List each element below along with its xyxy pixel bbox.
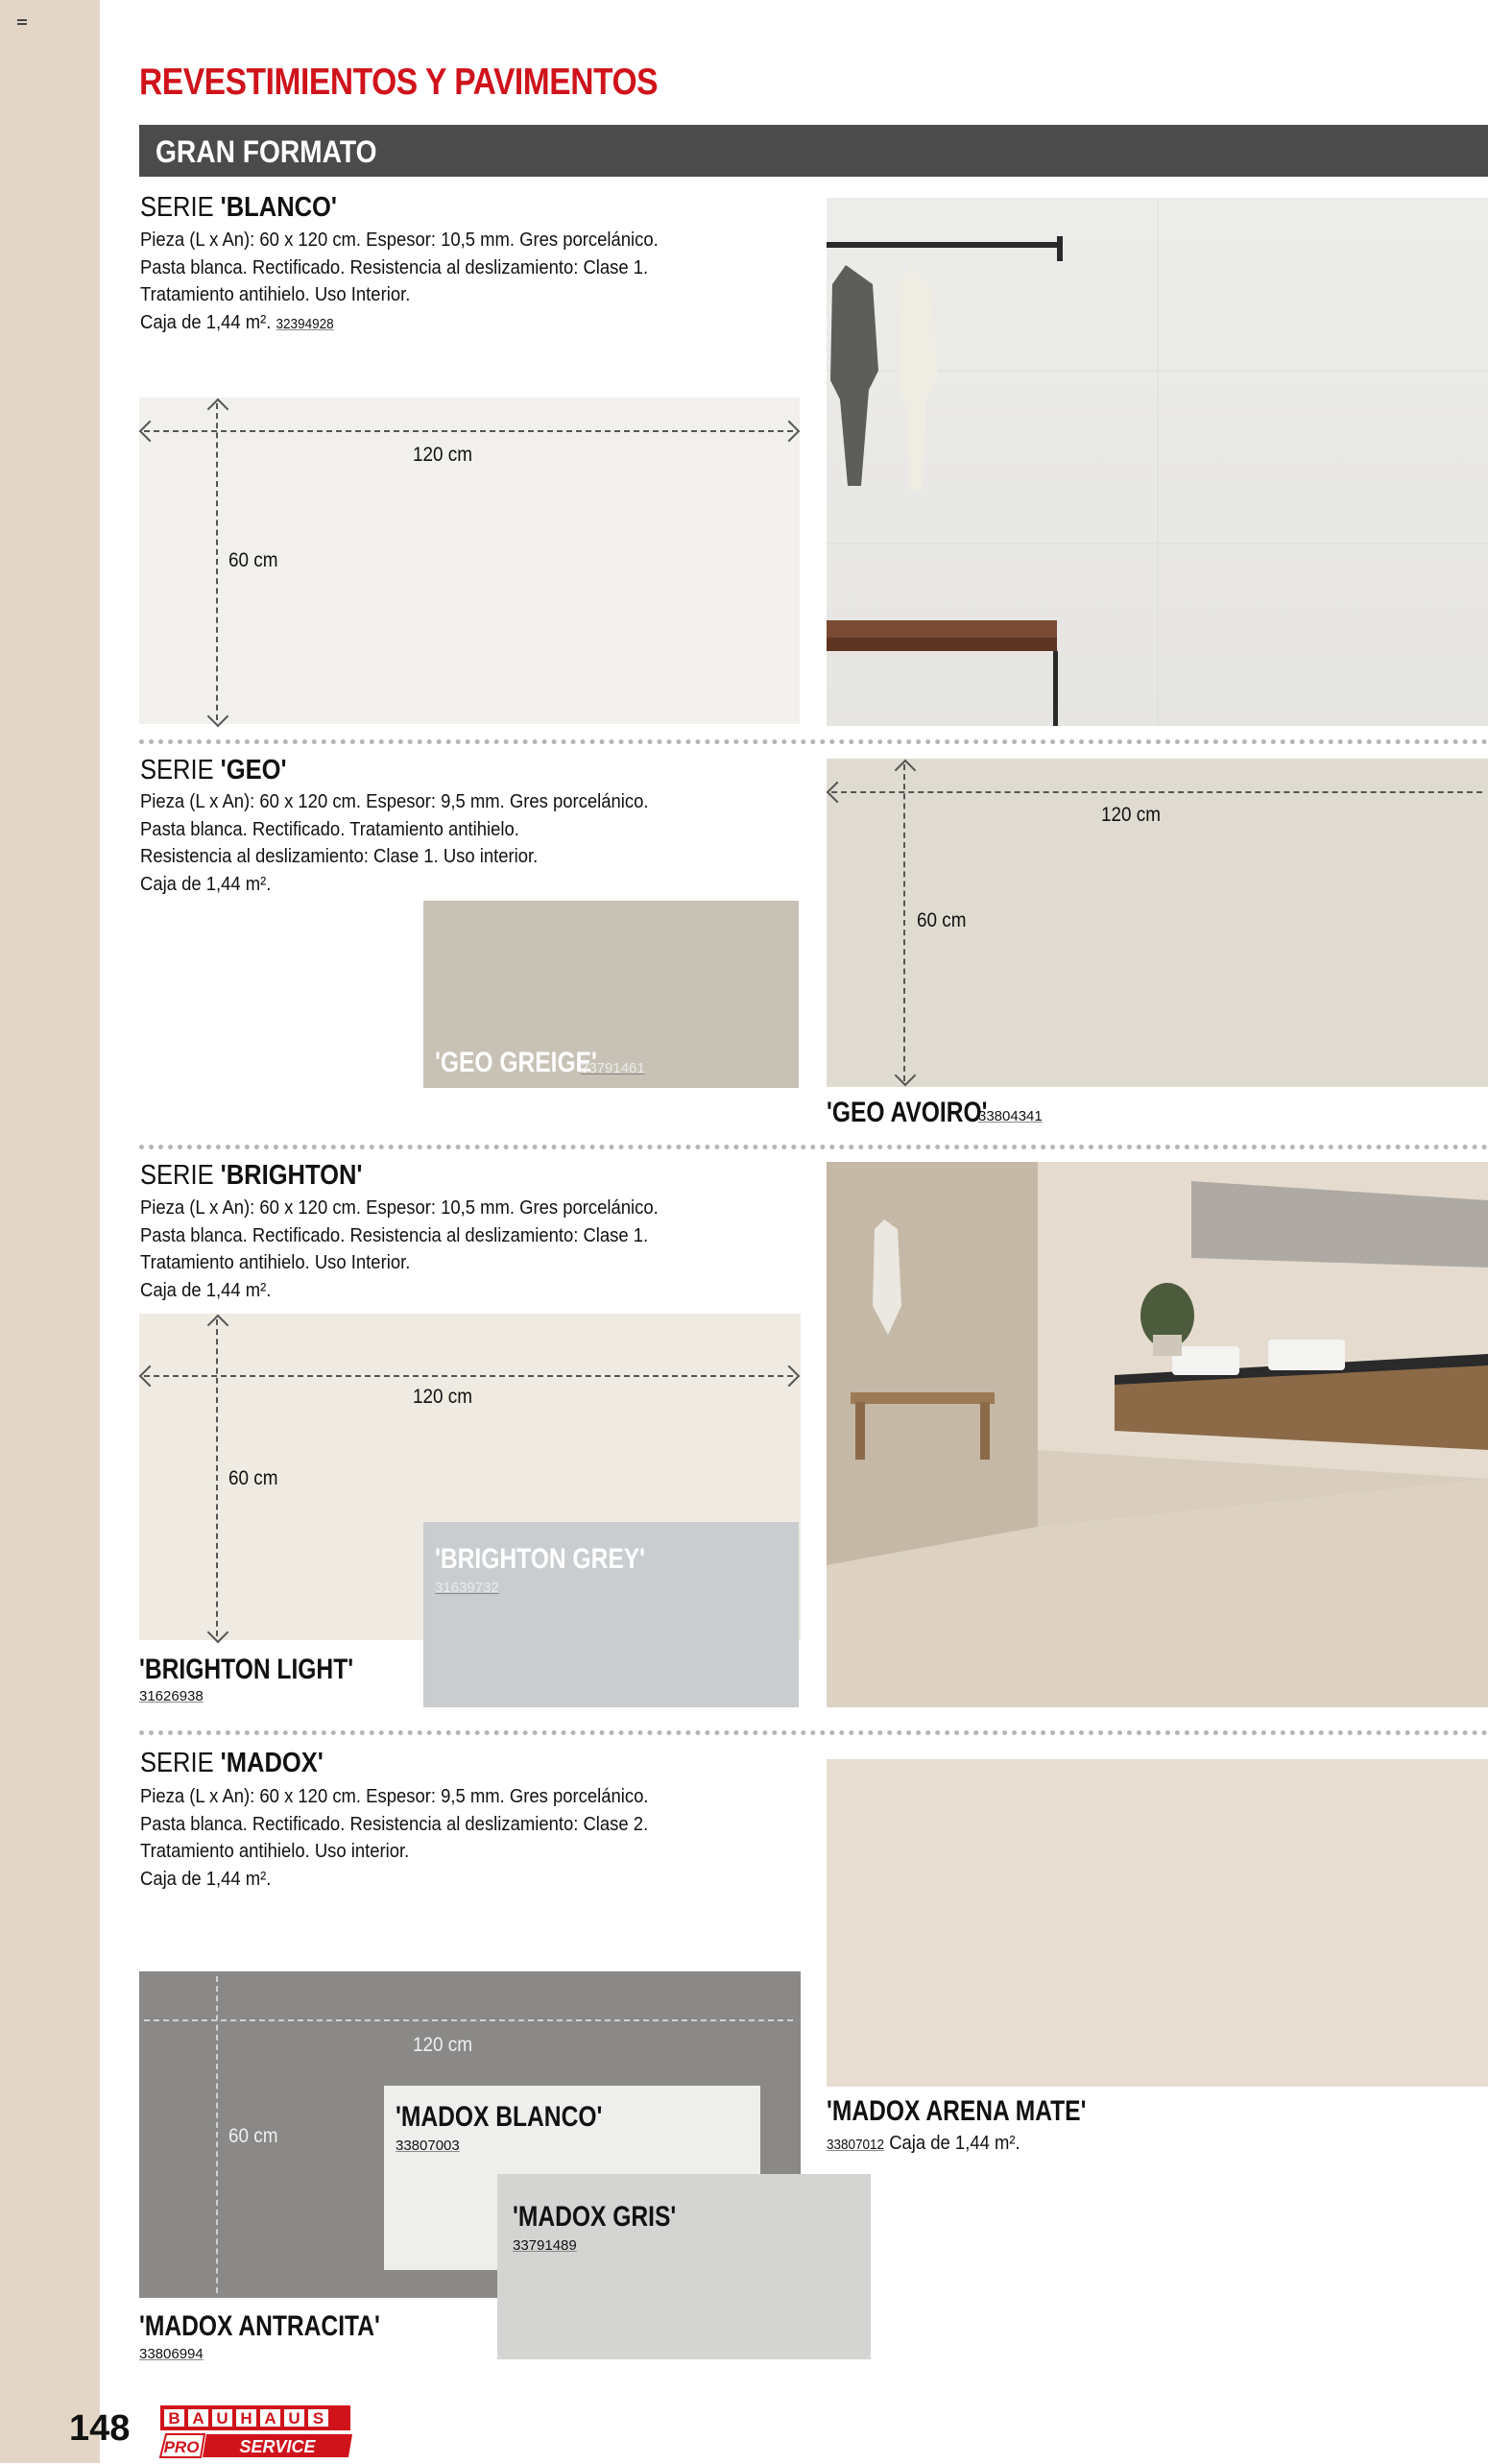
section-banner	[139, 125, 1488, 177]
svg-text:S: S	[312, 2409, 324, 2428]
desc-line: Pieza (L x An): 60 x 120 cm. Espesor: 10,5 mm. Gres porcelánico.	[140, 1196, 659, 1219]
desc-line: Pasta blanca. Rectificado. Resistencia al deslizamiento: Clase 1.	[140, 255, 649, 278]
tile-brighton-grey	[423, 1522, 799, 1707]
serie-blanco-description	[140, 227, 659, 338]
tile-name: 'GEO GREIGE'	[435, 1047, 597, 1078]
svg-text:H: H	[240, 2409, 252, 2428]
page-title: REVESTIMIENTOS Y PAVIMENTOS	[139, 61, 659, 103]
width-dimension-line	[144, 1375, 793, 1377]
tile-madox-gris	[497, 2174, 871, 2359]
menu-icon[interactable]	[17, 19, 27, 27]
bauhaus-logo	[158, 2404, 355, 2464]
height-label: 60 cm	[228, 549, 278, 571]
tile-geo-greige	[423, 901, 799, 1088]
width-dimension-line	[144, 430, 793, 432]
blanco-room-illustration	[827, 198, 1488, 726]
product-code[interactable]: 33804341	[978, 1108, 1043, 1124]
desc-line: Pasta blanca. Rectificado. Resistencia al deslizamiento: Clase 2.	[140, 1812, 649, 1835]
desc-line	[827, 2130, 1020, 2160]
height-dimension-line	[216, 1319, 218, 1636]
product-code[interactable]: 33791489	[513, 2237, 577, 2254]
height-dimension-line	[216, 1976, 218, 2293]
svg-text:A: A	[192, 2409, 204, 2428]
width-label: 120 cm	[413, 444, 472, 466]
desc-line: Tratamiento antihielo. Uso Interior.	[140, 283, 411, 305]
svg-text:A: A	[264, 2409, 276, 2428]
serie-geo-title	[140, 755, 287, 786]
svg-text:SERVICE: SERVICE	[239, 2437, 316, 2456]
height-label: 60 cm	[228, 1467, 278, 1489]
desc-line	[140, 309, 659, 339]
desc-line: Caja de 1,44 m².	[140, 872, 272, 895]
tile-name: 'GEO AVOIRO'	[827, 1097, 988, 1128]
width-dimension-line	[831, 791, 1482, 793]
width-label: 120 cm	[413, 2034, 472, 2056]
tile-name: 'MADOX ANTRACITA'	[139, 2310, 380, 2342]
tile-name: 'MADOX BLANCO'	[396, 2101, 603, 2133]
serie-brighton-title	[140, 1160, 362, 1192]
product-code[interactable]: 33807012	[827, 2137, 885, 2153]
serie-prefix: SERIE	[140, 755, 221, 785]
desc-line: Pieza (L x An): 60 x 120 cm. Espesor: 9,5 mm. Gres porcelánico.	[140, 1785, 649, 1807]
banner-title: GRAN FORMATO	[156, 134, 377, 169]
serie-name: 'GEO'	[220, 755, 287, 785]
desc-line: Caja de 1,44 m².	[140, 1867, 272, 1890]
blanco-room-photo	[827, 198, 1488, 726]
desc-line: Resistencia al deslizamiento: Clase 1. Uso interior.	[140, 845, 539, 867]
box-size: Caja de 1,44 m².	[889, 2132, 1020, 2154]
width-label: 120 cm	[1101, 804, 1161, 826]
svg-text:U: U	[288, 2409, 300, 2428]
width-dimension-line	[144, 2019, 793, 2021]
serie-geo-description	[140, 788, 648, 898]
serie-name: 'BLANCO'	[220, 192, 337, 223]
product-code[interactable]: 33791461	[581, 1060, 645, 1076]
tile-madox-arena-mate	[827, 1759, 1488, 2087]
height-label: 60 cm	[228, 2125, 278, 2147]
product-code[interactable]: 31626938	[139, 1688, 204, 1704]
brighton-bathroom-illustration	[827, 1162, 1488, 1707]
section-divider	[139, 1730, 1488, 1735]
section-divider	[139, 1145, 1488, 1149]
serie-prefix: SERIE	[140, 192, 221, 223]
serie-prefix: SERIE	[140, 1748, 221, 1778]
desc-line: Pasta blanca. Rectificado. Resistencia al deslizamiento: Clase 1.	[140, 1223, 649, 1246]
section-divider	[139, 739, 1488, 744]
tile-name: 'MADOX ARENA MATE'	[827, 2095, 1087, 2127]
desc-line: Pasta blanca. Rectificado. Tratamiento antihielo.	[140, 817, 519, 840]
height-dimension-line	[903, 764, 905, 1081]
svg-text:B: B	[168, 2409, 180, 2428]
product-code[interactable]: 33807003	[396, 2138, 460, 2154]
serie-name: 'MADOX'	[220, 1748, 324, 1778]
tile-name: 'BRIGHTON LIGHT'	[139, 1654, 354, 1685]
serie-prefix: SERIE	[140, 1160, 221, 1191]
product-code[interactable]: 33806994	[139, 2346, 204, 2362]
serie-name: 'BRIGHTON'	[220, 1160, 363, 1191]
svg-text:U: U	[216, 2409, 228, 2428]
bauhaus-logo-graphic	[158, 2404, 355, 2459]
tile-name: 'MADOX GRIS'	[513, 2201, 677, 2233]
serie-blanco-title	[140, 192, 337, 224]
brighton-bathroom-photo	[827, 1162, 1488, 1707]
product-code[interactable]: 32394928	[276, 315, 334, 332]
desc-line: Tratamiento antihielo. Uso interior.	[140, 1840, 410, 1862]
tile-name: 'BRIGHTON GREY'	[435, 1543, 646, 1575]
serie-madox-title	[140, 1748, 324, 1779]
box-size: Caja de 1,44 m².	[140, 310, 272, 333]
serie-brighton-description	[140, 1195, 659, 1304]
desc-line: Pieza (L x An): 60 x 120 cm. Espesor: 10,5 mm. Gres porcelánico.	[140, 229, 659, 251]
svg-text:PRO: PRO	[163, 2438, 200, 2456]
height-dimension-line	[216, 403, 218, 720]
height-label: 60 cm	[917, 909, 967, 931]
serie-madox-description	[140, 1783, 648, 1893]
desc-line: Pieza (L x An): 60 x 120 cm. Espesor: 9,5 mm. Gres porcelánico.	[140, 790, 649, 812]
product-code[interactable]: 31639732	[435, 1580, 499, 1596]
width-label: 120 cm	[413, 1386, 472, 1408]
page-number: 148	[69, 2408, 131, 2449]
desc-line: Caja de 1,44 m².	[140, 1278, 272, 1301]
madox-arena-info	[827, 2130, 1020, 2160]
desc-line: Tratamiento antihielo. Uso Interior.	[140, 1251, 411, 1273]
left-sidebar	[0, 0, 100, 2463]
